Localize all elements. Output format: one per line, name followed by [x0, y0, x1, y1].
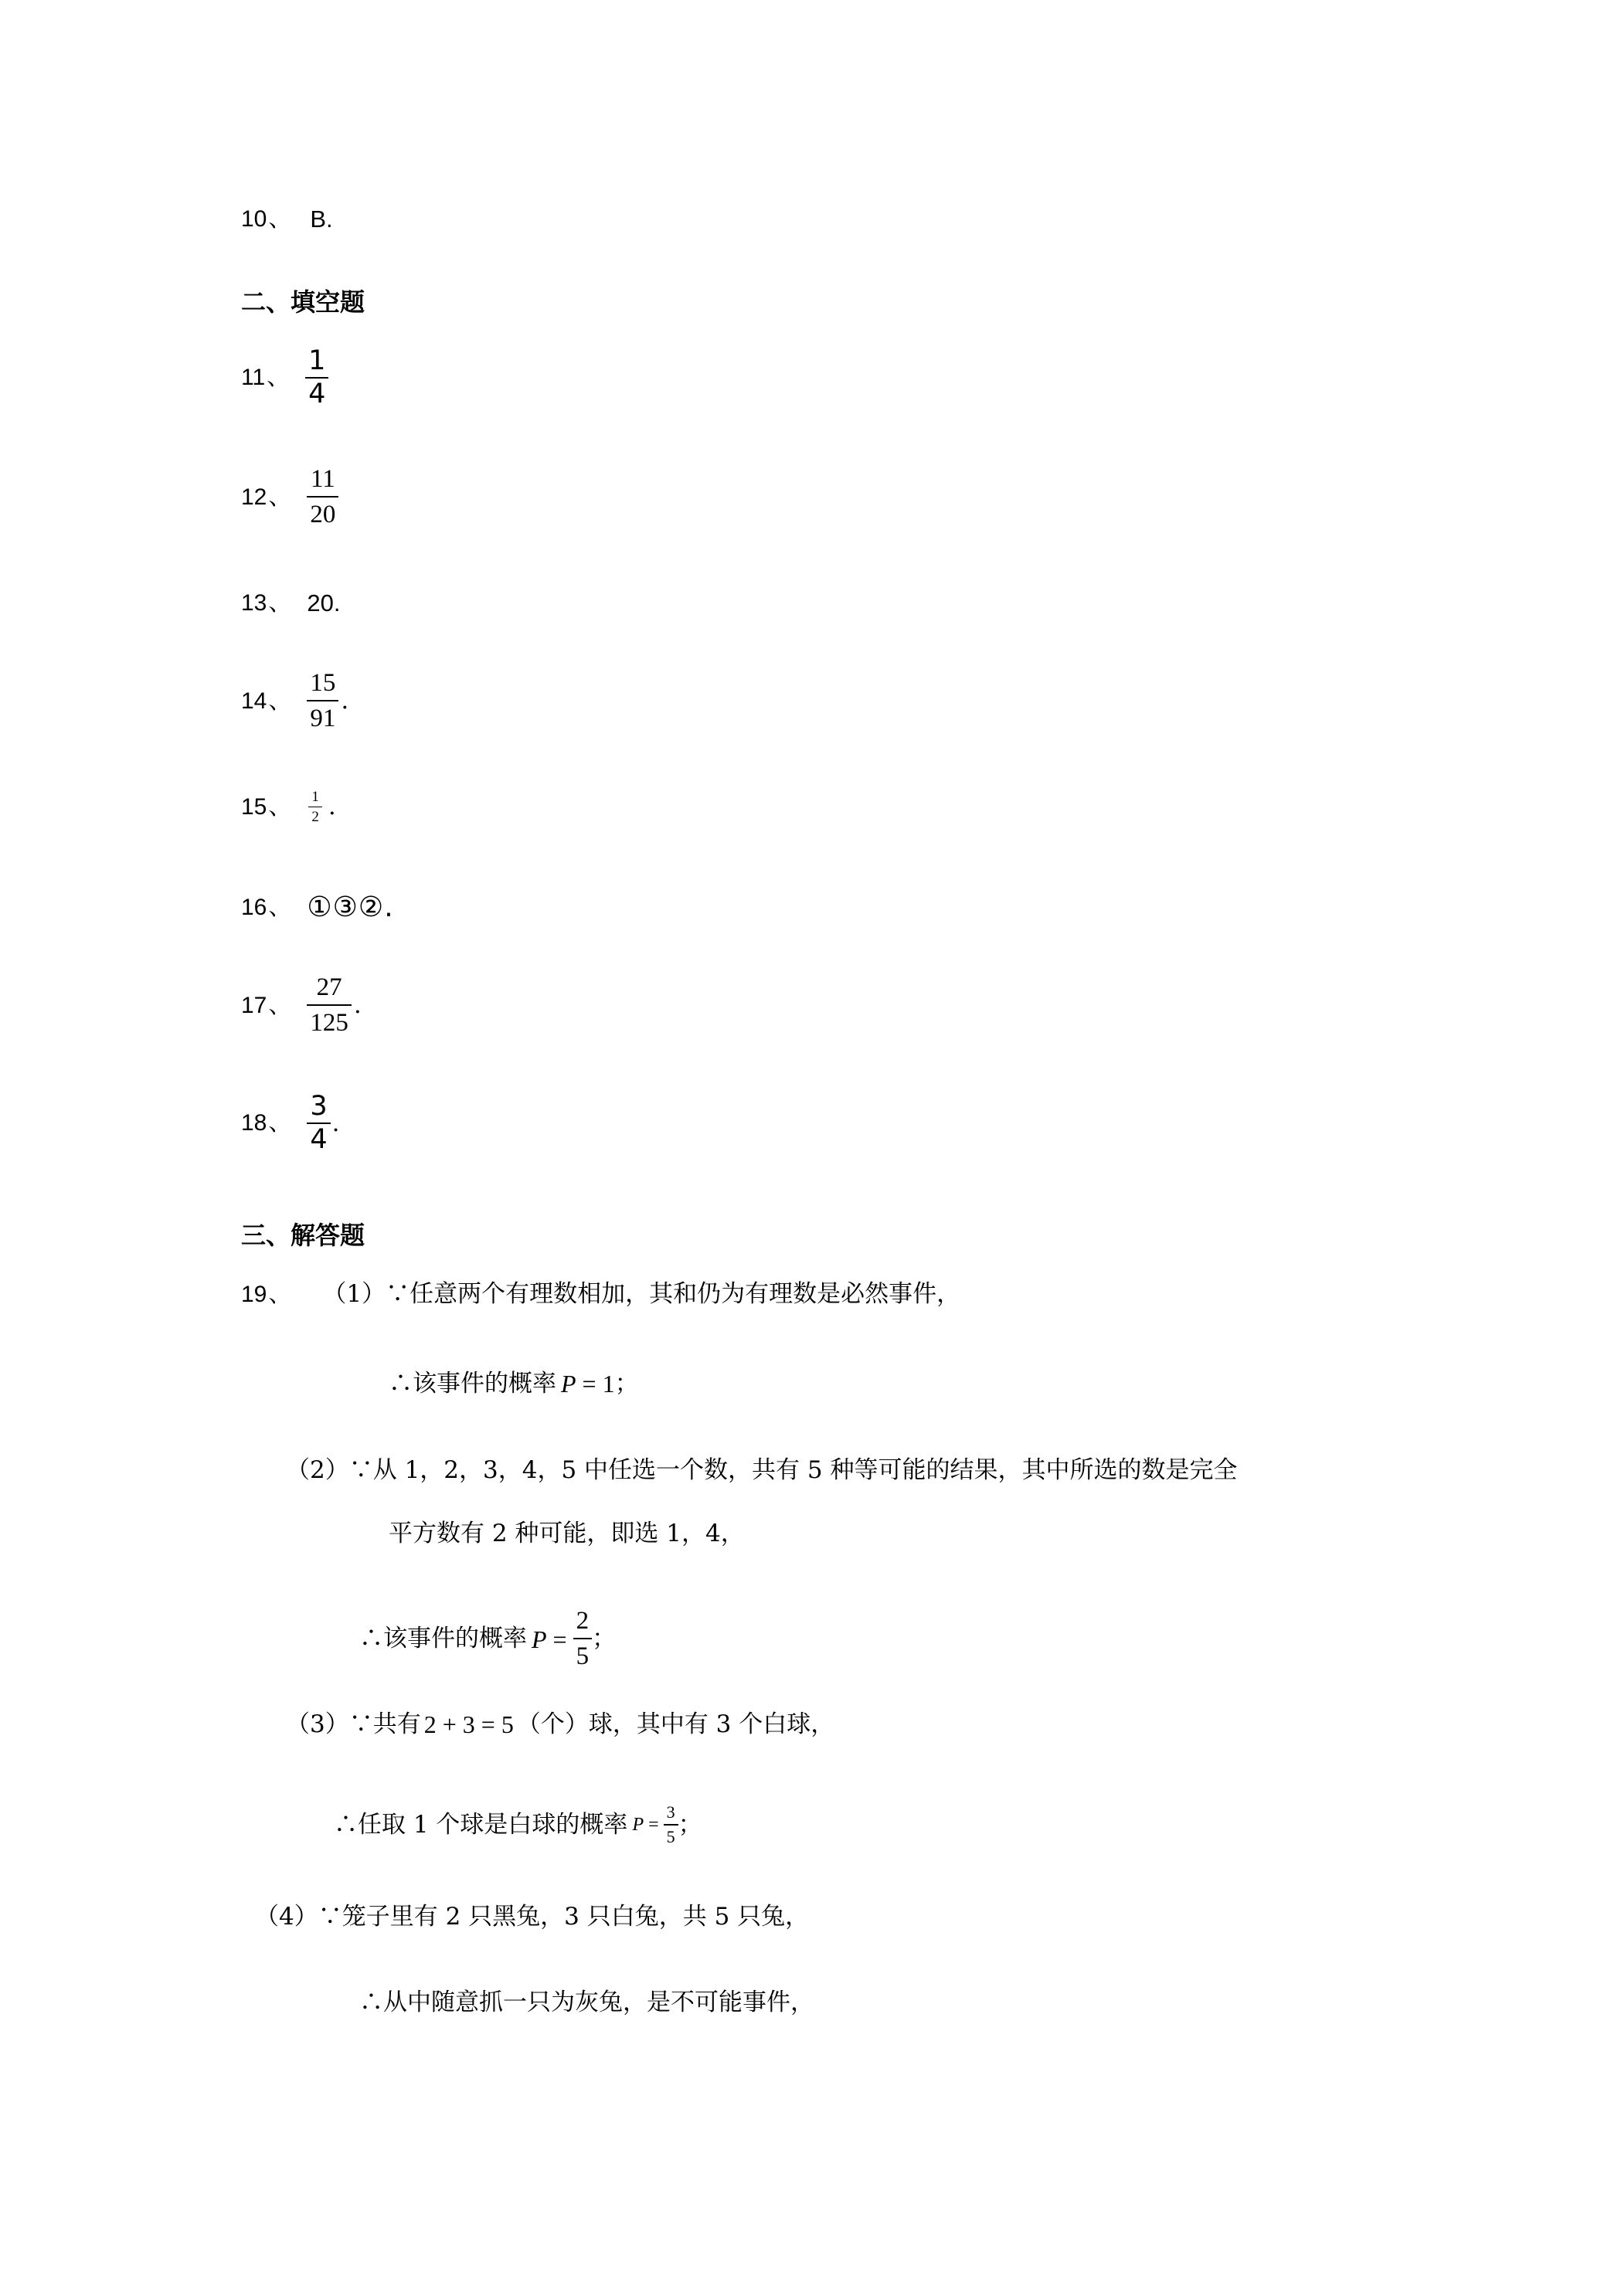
math-variable: P: [632, 1815, 644, 1835]
item-answer: B.: [310, 205, 333, 233]
solution-text: ∴该事件的概率: [359, 1625, 527, 1652]
solution-text: （3）∵共有: [286, 1710, 421, 1738]
answer-item-19-part3-line2: [334, 1804, 702, 1846]
item-answer: 20.: [307, 589, 341, 616]
math-equals: =: [644, 1815, 664, 1835]
period: .: [328, 793, 336, 820]
fraction: [307, 671, 338, 732]
fraction-denominator: 4: [308, 379, 326, 409]
answer-item-19-part2-line1: [286, 1456, 1238, 1484]
item-separator: 、: [267, 364, 291, 391]
math-equals: =: [546, 1625, 573, 1653]
fraction-numerator: 15: [310, 669, 336, 697]
item-number: 16: [241, 895, 267, 920]
fraction-denominator: 5: [576, 1642, 590, 1670]
fraction-denominator: 4: [310, 1124, 328, 1155]
fraction-denominator: 91: [310, 705, 336, 732]
period: .: [353, 991, 362, 1019]
fraction-denominator: 20: [310, 501, 336, 528]
solution-punctuation: ；: [678, 1810, 702, 1839]
item-number: 18: [241, 1110, 267, 1136]
answer-item-19-part1-line1: [241, 1282, 960, 1306]
answer-item-18: [241, 1093, 340, 1153]
solution-text: 平方数有 2 种可能，即选 1，4，: [389, 1520, 745, 1547]
answer-item-19-part2-line3: [359, 1608, 616, 1669]
period: .: [341, 687, 349, 715]
answer-item-19-part3-line1: [286, 1712, 834, 1737]
solution-punctuation: ；: [592, 1625, 617, 1652]
math-expression: [561, 1371, 615, 1396]
item-separator: 、: [268, 483, 292, 511]
fraction-numerator: 1: [308, 345, 326, 376]
fraction-numerator: 3: [666, 1802, 675, 1822]
solution-text: （个）球，其中有 3 个白球，: [516, 1710, 835, 1738]
section-heading-fill-in: 二、填空题: [241, 287, 365, 317]
item-answer: ①③②.: [307, 892, 394, 923]
fraction: [307, 1093, 330, 1153]
item-separator: 、: [268, 1280, 292, 1308]
fraction: [573, 1608, 593, 1669]
fraction-denominator: 5: [666, 1827, 675, 1846]
item-number: 11: [241, 365, 266, 390]
fraction-numerator: 3: [310, 1091, 328, 1122]
fraction: [305, 345, 328, 409]
solution-text: （2）∵从 1，2，3，4，5 中任选一个数，共有 5 种等可能的结果，其中所选的数是完全: [286, 1456, 1238, 1484]
answer-item-12: [241, 467, 338, 528]
answer-item-10: [241, 207, 333, 231]
math-expression: 2 + 3 = 5: [423, 1710, 514, 1738]
fraction-numerator: 11: [310, 465, 335, 493]
item-number: 14: [241, 688, 267, 714]
answer-item-11: [241, 345, 328, 409]
solution-text: （4）∵笼子里有 2 只黑兔，3 只白兔，共 5 只兔，: [255, 1903, 810, 1931]
answer-item-16: [241, 894, 394, 922]
answer-item-14: [241, 671, 348, 732]
fraction-numerator: 2: [576, 1607, 590, 1635]
item-number: 15: [241, 793, 267, 820]
fraction: [307, 975, 352, 1036]
answer-item-19-part1-line2: [389, 1371, 639, 1396]
math-rest: = 1: [576, 1370, 615, 1398]
item-separator: 、: [268, 589, 292, 616]
answer-item-19-part4-line1: [255, 1905, 809, 1929]
answer-item-17: [241, 975, 362, 1036]
item-number: 13: [241, 589, 267, 616]
fraction-numerator: 1: [311, 789, 319, 805]
math-expression: [632, 1815, 663, 1834]
item-number: 12: [241, 484, 267, 510]
item-separator: 、: [268, 894, 292, 921]
item-number: 17: [241, 992, 267, 1018]
fraction-denominator: 125: [310, 1009, 348, 1037]
answer-item-15: [241, 790, 336, 824]
fraction: [307, 467, 338, 528]
item-separator: 、: [268, 1109, 292, 1136]
solution-text: ∴任取 1 个球是白球的概率: [334, 1810, 628, 1839]
math-variable: P: [561, 1370, 576, 1398]
solution-text: ∴从中随意抓一只为灰兔，是不可能事件，: [359, 1989, 814, 2016]
item-separator: 、: [268, 991, 292, 1019]
fraction-denominator: 2: [311, 809, 319, 825]
item-separator: 、: [268, 687, 292, 715]
answer-item-19-part4-line2: [359, 1991, 814, 2015]
solution-text: （1）∵任意两个有理数相加，其和仍为有理数是必然事件，: [322, 1280, 961, 1308]
answer-item-19-part2-line2: [389, 1522, 745, 1546]
item-separator: 、: [268, 793, 292, 820]
solution-punctuation: ；: [614, 1369, 639, 1398]
fraction: [308, 790, 322, 824]
item-separator: 、: [268, 205, 292, 233]
item-number: 19: [241, 1281, 267, 1307]
answer-item-13: [241, 591, 340, 615]
period: .: [331, 1109, 340, 1137]
fraction-numerator: 27: [316, 973, 342, 1001]
section-heading-solutions: 三、解答题: [241, 1221, 365, 1250]
item-number: 10: [241, 205, 267, 232]
math-expression: [532, 1627, 573, 1652]
math-variable: P: [532, 1625, 547, 1653]
solution-text: ∴该事件的概率: [389, 1369, 556, 1398]
fraction: [664, 1804, 678, 1846]
